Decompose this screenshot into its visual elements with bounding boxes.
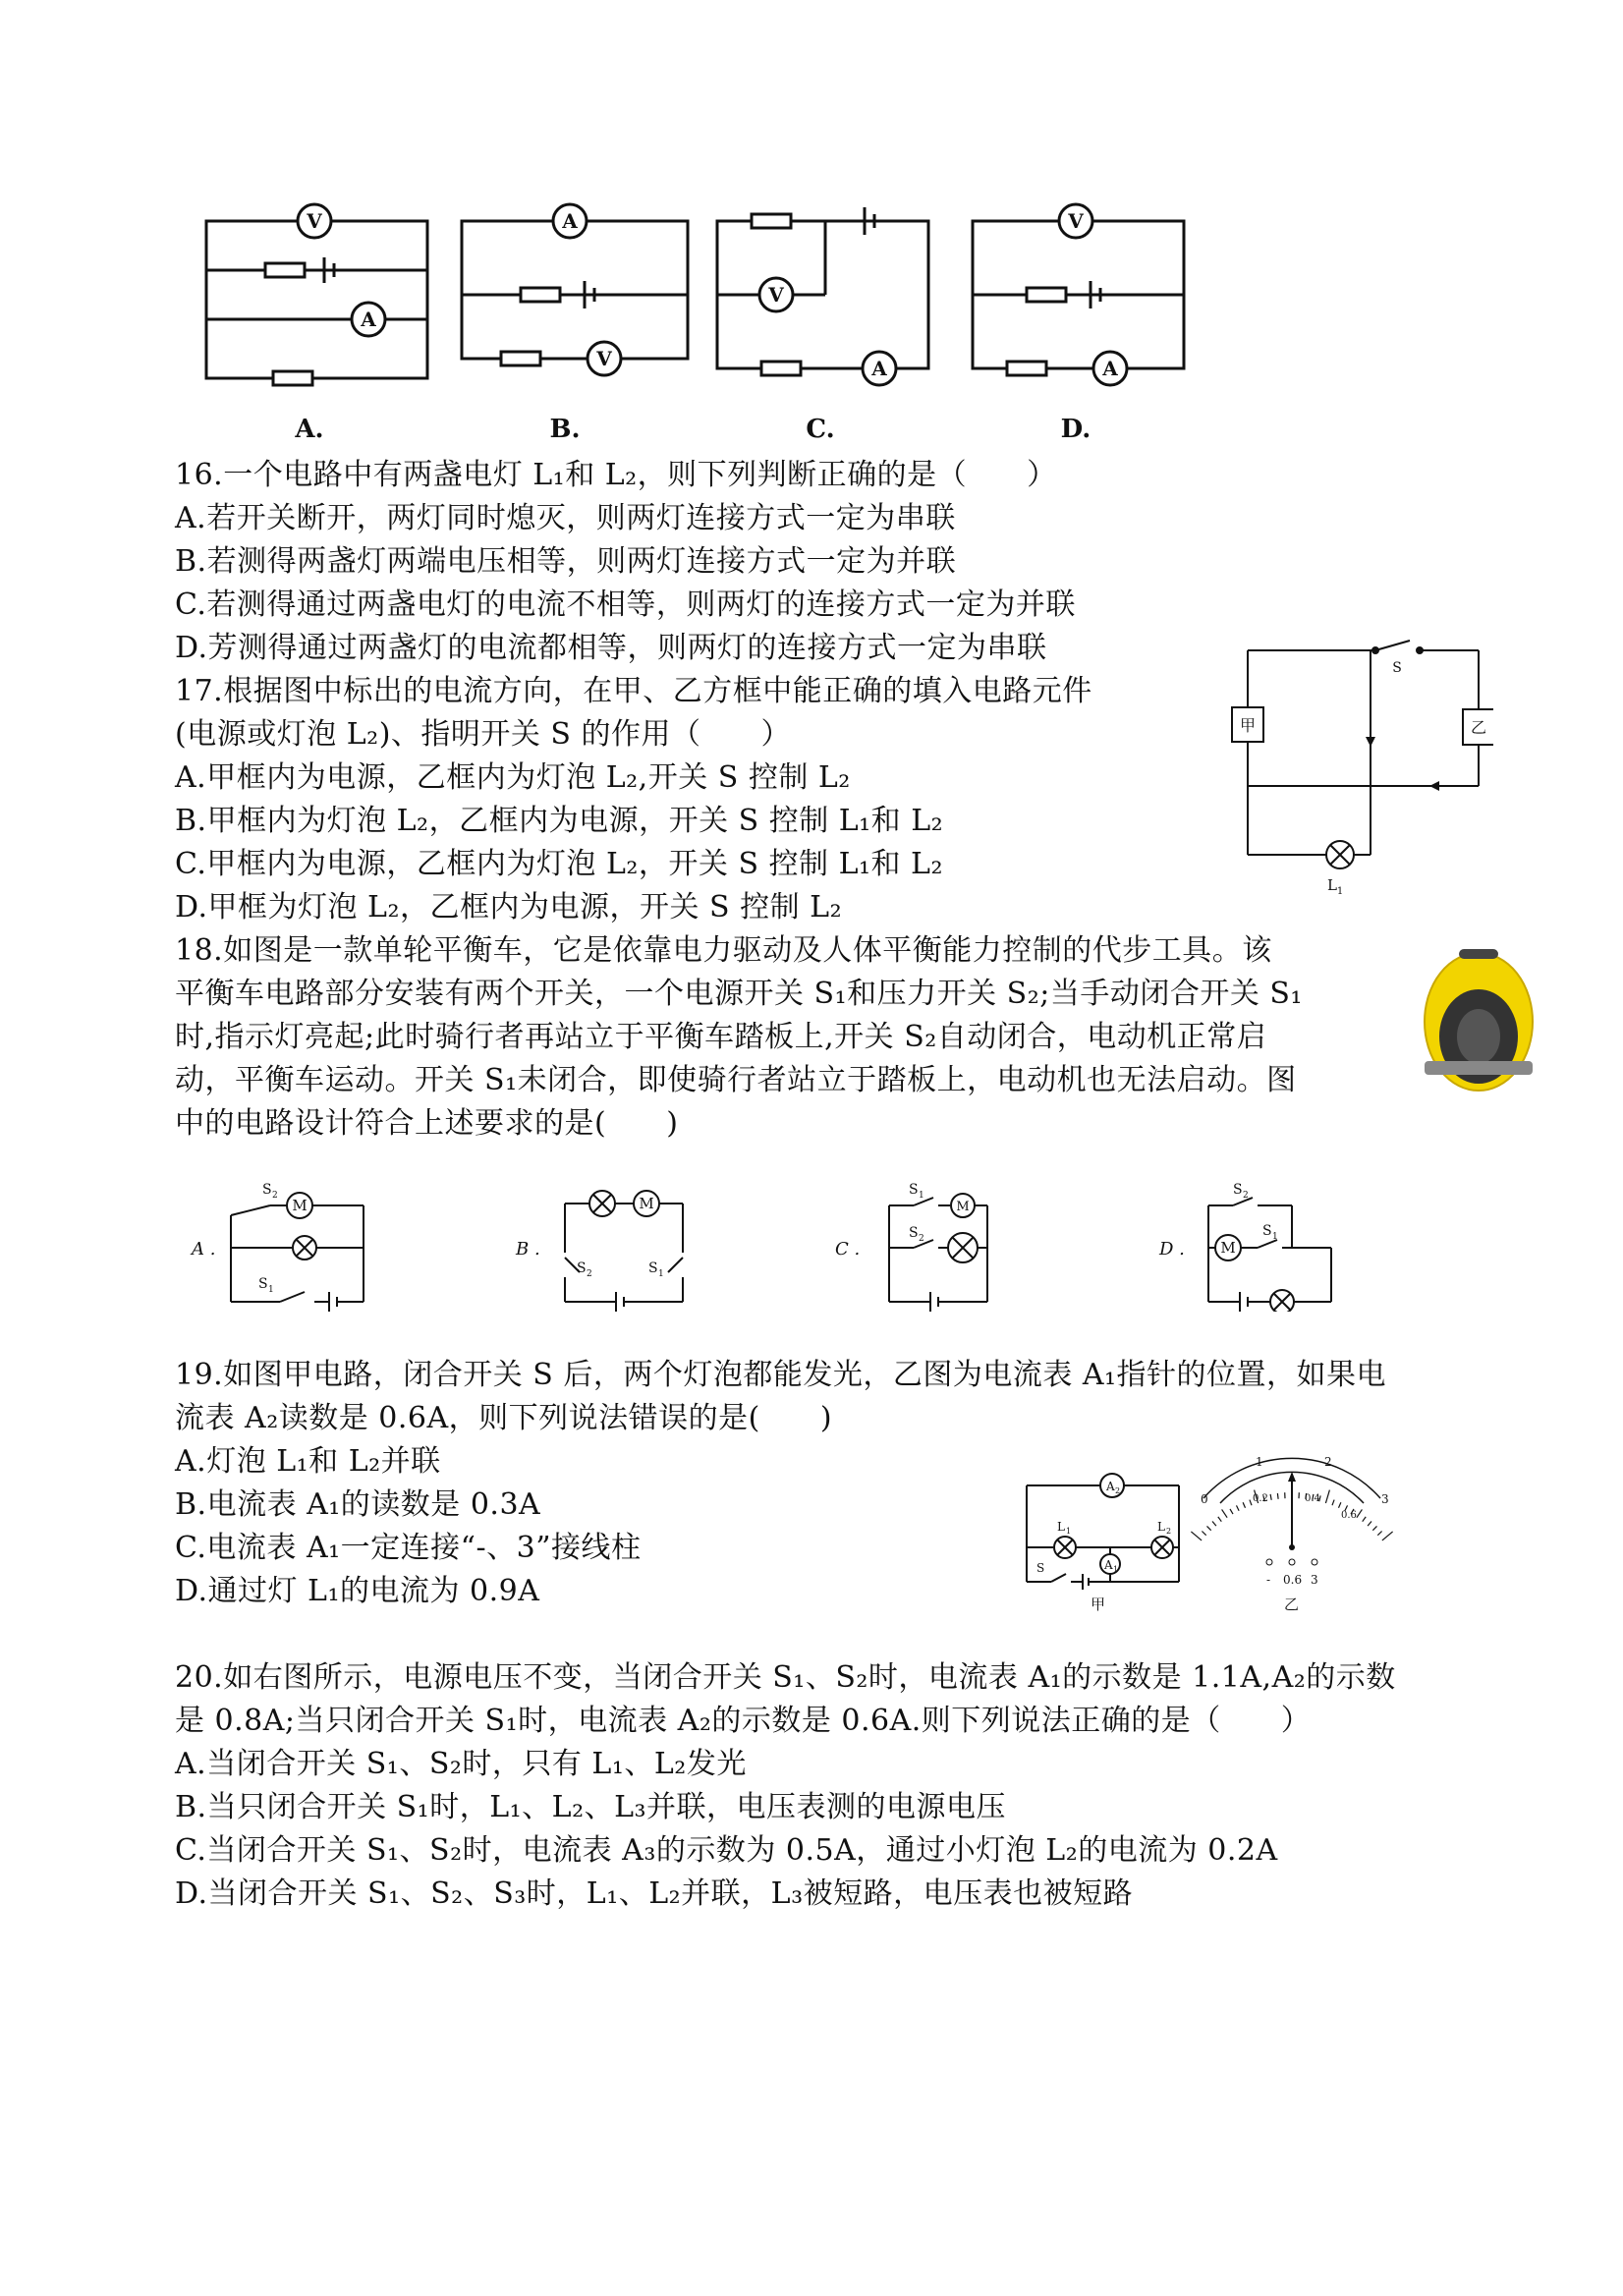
q20-option-d: D.当闭合开关 S₁、S₂、S₃时，L₁、L₂并联，L₃被短路，电压表也被短路 (175, 1876, 1134, 1911)
q19-option-a: A.灯泡 L₁和 L₂并联 (175, 1444, 441, 1479)
scale-major-0: 0 (1201, 1492, 1208, 1506)
motor-label: M (1220, 1239, 1236, 1257)
voltmeter-label: V (768, 283, 784, 307)
lamp-label: L (1327, 876, 1337, 894)
q16-option-a: A.若开关断开，两灯同时熄灭，则两灯连接方式一定为串联 (175, 501, 956, 535)
ammeter-label: A (562, 209, 578, 233)
s1-subscript: 1 (268, 1285, 274, 1295)
scale-tick (1222, 1509, 1228, 1517)
q17-circuit-figure (1218, 639, 1493, 904)
scale-tick (1202, 1532, 1205, 1536)
scale-minor-0-4: 0.4 (1305, 1493, 1320, 1504)
balance-wheel-photo (1415, 943, 1542, 1100)
q17-option-c: C.甲框内为电源，乙框内为灯泡 L₂，开关 S 控制 L₁和 L₂ (175, 847, 943, 881)
q17-stem-line2: (电源或灯泡 L₂)、指明开关 S 的作用（ ） (175, 717, 792, 752)
scale-tick (1230, 1509, 1233, 1514)
s1-subscript: 1 (1272, 1232, 1278, 1242)
q17-option-a: A.甲框内为电源，乙框内为灯泡 L₂,开关 S 控制 L₂ (175, 760, 851, 795)
s1-subscript: 1 (658, 1269, 664, 1279)
scale-tick (1270, 1494, 1271, 1500)
q16-option-b: B.若测得两盏灯两端电压相等，则两灯连接方式一定为并联 (175, 544, 957, 579)
q18-circuit-c (889, 1194, 987, 1312)
q18-figure-label-b: B . (516, 1239, 540, 1260)
q18-figure-label-d: D . (1159, 1239, 1185, 1260)
q18-line-5: 中的电路设计符合上述要求的是( ) (175, 1106, 679, 1141)
caption-jia: 甲 (1091, 1596, 1106, 1613)
scale-tick (1243, 1502, 1245, 1508)
switch-s-label: S (1036, 1561, 1045, 1575)
s1-label: S (909, 1182, 919, 1198)
q20-option-a: A.当闭合开关 S₁、S₂时，只有 L₁、L₂发光 (175, 1747, 747, 1781)
a2-label: A (1106, 1480, 1115, 1493)
scale-tick (1207, 1526, 1211, 1530)
scale-tick (1377, 1532, 1381, 1536)
ammeter-label: A (1102, 357, 1118, 380)
scale-tick (1368, 1522, 1371, 1527)
l2-label: L (1157, 1520, 1165, 1534)
s1-label: S (648, 1260, 658, 1276)
scale-tick (1237, 1505, 1240, 1510)
scale-tick (1191, 1532, 1202, 1540)
circuit-figure-c (717, 207, 928, 385)
ammeter-label: A (871, 357, 887, 380)
terminal-0-6: 0.6 (1283, 1573, 1303, 1587)
s2-label: S (1233, 1182, 1243, 1198)
q18-line-1: 18.如图是一款单轮平衡车，它是依靠电力驱动及人体平衡能力控制的代步工具。该 (175, 933, 1272, 968)
scale-tick (1325, 1490, 1329, 1503)
s2-label: S (577, 1260, 587, 1276)
q16-stem: 16.一个电路中有两盏电灯 L₁和 L₂，则下列判断正确的是（ ） (175, 458, 1057, 492)
q17-option-d: D.甲框为灯泡 L₂，乙框内为电源，开关 S 控制 L₂ (175, 890, 843, 924)
l1-subscript: 1 (1066, 1527, 1072, 1536)
q19-option-b: B.电流表 A₁的读数是 0.3A (175, 1487, 541, 1522)
figure-label-a: A. (295, 415, 324, 444)
q19-stem-line1: 19.如图甲电路，闭合开关 S 后，两个灯泡都能发光，乙图为电流表 A₁指针的位置，如果电 (175, 1358, 1387, 1392)
scale-tick (1339, 1502, 1341, 1508)
voltmeter-label: V (307, 209, 322, 233)
figure-label-b: B. (549, 415, 581, 444)
scale-tick (1218, 1517, 1222, 1522)
top-circuit-figures (187, 196, 1208, 452)
box-yi-label: 乙 (1470, 718, 1487, 737)
s1-label: S (258, 1276, 268, 1292)
s2-subscript: 2 (587, 1269, 592, 1279)
scale-tick (1332, 1500, 1334, 1506)
s2-subscript: 2 (272, 1191, 278, 1201)
scale-tick (1363, 1517, 1367, 1522)
q18-line-3: 时,指示灯亮起;此时骑行者再站立于平衡车踏板上,开关 S₂自动闭合，电动机正常启 (175, 1020, 1267, 1054)
q18-circuit-b (565, 1191, 683, 1312)
l1-label: L (1057, 1520, 1065, 1534)
q19-figure (1012, 1444, 1405, 1621)
q20-stem-line2: 是 0.8A;当只闭合开关 S₁时，电流表 A₂的示数是 0.6A.则下列说法正确的是（ ） (175, 1704, 1312, 1738)
terminal-3: 3 (1311, 1573, 1318, 1587)
ammeter-label: A (361, 308, 376, 331)
scale-minor-0-6: 0.6 (1341, 1510, 1357, 1521)
a1-subscript: 1 (1113, 1565, 1119, 1574)
q20-option-c: C.当闭合开关 S₁、S₂时，电流表 A₃的示数为 0.5A，通过小灯泡 L₂的电流为 0.2A (175, 1833, 1278, 1868)
s2-label: S (262, 1182, 272, 1198)
s1-subscript: 1 (919, 1191, 924, 1201)
scale-tick (1250, 1500, 1252, 1506)
scale-major-1: 1 (1256, 1455, 1263, 1469)
q19-stem-line2: 流表 A₂读数是 0.6A，则下列说法错误的是( ) (175, 1401, 833, 1435)
q18-figure-label-a: A . (192, 1239, 216, 1260)
switch-label: S (1392, 660, 1402, 676)
q18-line-2: 平衡车电路部分安装有两个开关，一个电源开关 S₁和压力开关 S₂;当手动闭合开关 S₁ (175, 977, 1303, 1011)
q18-line-4: 动，平衡车运动。开关 S₁未闭合，即使骑行者站立于踏板上，电动机也无法启动。图 (175, 1063, 1297, 1097)
q16-option-d: D.芳测得通过两盏灯的电流都相等，则两灯的连接方式一定为串联 (175, 631, 1047, 665)
figure-label-d: D. (1060, 415, 1091, 444)
a2-subscript: 2 (1115, 1486, 1121, 1495)
scale-tick (1357, 1509, 1363, 1517)
lamp-subscript: 1 (1336, 886, 1344, 897)
q18-figure-label-c: C . (835, 1239, 861, 1260)
q18-circuit-figures (182, 1164, 1361, 1312)
s2-subscript: 2 (919, 1234, 924, 1244)
scale-tick (1372, 1526, 1376, 1530)
l2-subscript: 2 (1166, 1527, 1172, 1536)
q16-option-c: C.若测得通过两盏电灯的电流不相等，则两灯的连接方式一定为并联 (175, 588, 1076, 622)
q17-option-b: B.甲框内为灯泡 L₂，乙框内为电源，开关 S 控制 L₁和 L₂ (175, 804, 944, 838)
scale-tick (1277, 1493, 1278, 1499)
a1-label: A (1104, 1558, 1113, 1572)
scale-tick (1212, 1522, 1216, 1527)
caption-yi: 乙 (1284, 1596, 1300, 1613)
scale-minor-0-2: 0.2 (1253, 1493, 1268, 1504)
box-jia-label: 甲 (1239, 716, 1257, 735)
voltmeter-label: V (1068, 209, 1084, 233)
figure-label-c: C. (806, 415, 835, 444)
scale-major-2: 2 (1324, 1455, 1332, 1469)
voltmeter-label: V (596, 347, 612, 370)
motor-label: M (639, 1195, 654, 1212)
q19-option-c: C.电流表 A₁一定连接“-、3”接线柱 (175, 1531, 642, 1565)
q17-stem-line1: 17.根据图中标出的电流方向，在甲、乙方框中能正确的填入电路元件 (175, 674, 1092, 708)
motor-label: M (956, 1200, 970, 1214)
s1-label: S (1262, 1223, 1272, 1239)
s2-label: S (909, 1225, 919, 1241)
motor-label: M (292, 1197, 308, 1214)
q20-option-b: B.当只闭合开关 S₁时，L₁、L₂、L₃并联，电压表测的电源电压 (175, 1790, 1007, 1824)
s2-subscript: 2 (1243, 1191, 1249, 1201)
q20-stem-line1: 20.如右图所示，电源电压不变，当闭合开关 S₁、S₂时，电流表 A₁的示数是 1.1A,A₂的示数 (175, 1660, 1396, 1695)
q19-option-d: D.通过灯 L₁的电流为 0.9A (175, 1574, 540, 1608)
terminal-minus: - (1266, 1573, 1271, 1587)
scale-major-3: 3 (1381, 1492, 1389, 1506)
scale-tick (1382, 1532, 1393, 1540)
